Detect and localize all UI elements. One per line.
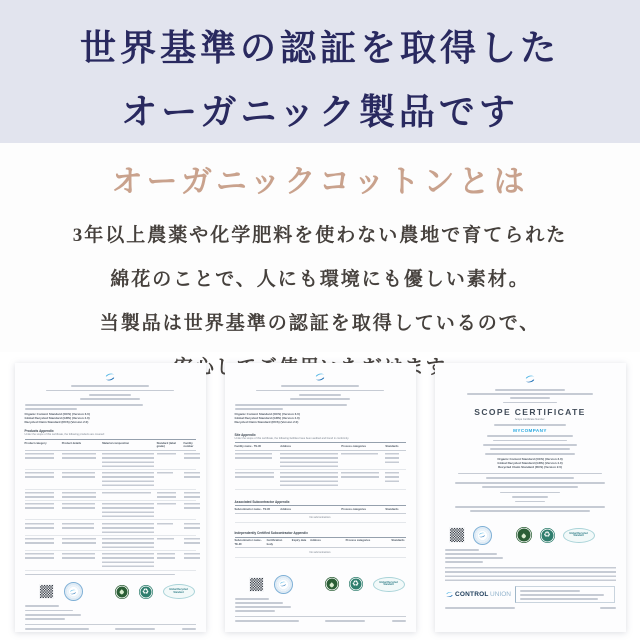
qr-code-icon	[39, 584, 54, 599]
table-row	[25, 501, 196, 520]
column-header: Standards	[385, 444, 399, 448]
statement-line-placeholder	[455, 482, 605, 484]
scope-number-placeholder	[25, 404, 143, 406]
cell-lines	[157, 503, 177, 505]
cell-lines	[157, 453, 176, 455]
cell-lines	[184, 523, 200, 529]
cell-lines	[184, 538, 200, 544]
cell-lines	[102, 453, 153, 467]
table-row	[25, 490, 196, 501]
signature-line-placeholder	[235, 602, 283, 604]
recycled-standard-seal-icon	[139, 585, 153, 599]
leaf-drop-icon	[329, 582, 334, 587]
oval-seal-text: Global Recycled	[569, 531, 588, 535]
column-header: Subcontractor name · TE-ID	[234, 507, 271, 511]
no-subcontractors-note: No subcontractors	[235, 548, 406, 557]
issuer-line-placeholder	[503, 402, 557, 404]
cell-lines	[62, 492, 96, 498]
cell-lines	[25, 523, 54, 529]
column-header: Material composition	[102, 441, 130, 445]
cell-lines	[25, 538, 54, 544]
scope-number-label: Scope Certificate Number:	[514, 418, 546, 422]
column-header: Product category	[24, 441, 47, 445]
recycle-icon: ♻	[351, 579, 360, 589]
scope-number-placeholder	[235, 404, 347, 406]
issue-date-placeholder	[515, 501, 545, 503]
cell-lines	[102, 553, 153, 567]
declaration-line-placeholder	[494, 424, 566, 426]
table-row	[25, 551, 196, 570]
signature-line-placeholder	[25, 610, 73, 612]
cell-lines	[235, 453, 273, 459]
standard-line: Global Recycled Standard (GRS) (Version 4.0)	[24, 415, 90, 420]
issuer-line-placeholder	[281, 385, 359, 387]
standard-line: Recycled Claim Standard (RCS) (Version 2.0)	[498, 464, 562, 469]
products-appendix-note: Under the scope of this certificate, the following products are covered:	[24, 432, 105, 436]
footer-text-placeholder	[325, 620, 365, 622]
signature-line-placeholder	[445, 553, 497, 555]
products-appendix-title: Products Appendix	[24, 428, 54, 433]
intro-body-line: 綿花のことで、人にも環境にも優しい素材。	[110, 269, 530, 290]
footer-page-placeholder	[182, 628, 196, 630]
global-recycled-standard-oval-icon	[163, 584, 195, 599]
company-name-placeholder	[235, 408, 283, 410]
statement-line-placeholder	[486, 477, 574, 479]
company-detail-placeholder	[493, 440, 567, 442]
footer-text-placeholder	[445, 607, 515, 609]
column-header: Facility number	[183, 441, 194, 449]
column-header: Process categories	[345, 539, 371, 543]
footer-text-placeholder	[115, 628, 155, 630]
site-table-header	[235, 442, 406, 451]
column-header: Expiry date	[291, 539, 307, 543]
signature-line-placeholder	[235, 606, 291, 608]
organic-content-standard-seal-icon	[516, 527, 532, 543]
cell-lines	[102, 472, 153, 486]
standard-line: Organic Content Standard (OCS) (Version 3.0)	[234, 411, 300, 416]
cell-lines	[157, 492, 176, 498]
cell-lines	[184, 553, 200, 559]
cell-lines	[25, 453, 54, 459]
cell-lines	[280, 472, 338, 486]
cell-lines	[385, 472, 398, 482]
oval-seal-text: Standard	[173, 590, 184, 594]
cell-lines	[184, 503, 200, 509]
certifier-stamp-icon	[64, 582, 83, 601]
column-header: Subcontractor name · TE-ID	[234, 539, 263, 546]
table-row	[25, 536, 196, 551]
intro-body-line: 当製品は世界基準の認証を取得しているので、	[99, 313, 541, 334]
issuer-line-placeholder	[80, 398, 140, 400]
control-union-logo-icon	[314, 371, 326, 383]
cell-lines	[62, 538, 96, 544]
signature-line-placeholder	[445, 549, 479, 551]
intro-heading: オーガニックコットンとは	[111, 164, 529, 199]
control-union-brand	[445, 590, 512, 599]
column-header: Address	[280, 444, 292, 448]
statement-line-placeholder	[482, 486, 578, 488]
column-header: Process categories	[341, 444, 367, 448]
issuer-line-placeholder	[46, 390, 174, 392]
column-header: Address	[310, 539, 321, 543]
column-header: Address	[280, 507, 292, 511]
marks-row	[25, 582, 196, 601]
page-footer	[235, 616, 406, 622]
leaf-drop-icon	[521, 533, 526, 538]
certificates-row	[0, 352, 640, 640]
page-footer	[445, 605, 616, 609]
legal-paragraph-placeholder	[445, 567, 616, 581]
cell-lines	[157, 472, 174, 474]
independent-subcontractor-title: Independently Certified Subcontractor Appendix	[234, 531, 308, 536]
signature-line-placeholder	[25, 605, 59, 607]
cell-lines	[157, 553, 176, 559]
company-detail-placeholder	[483, 444, 577, 446]
brand-text-light: UNION	[490, 591, 511, 599]
cell-lines	[62, 553, 95, 559]
cell-lines	[280, 453, 338, 467]
cell-lines	[385, 453, 398, 463]
recycled-standard-seal-icon	[349, 577, 363, 591]
cell-lines	[184, 453, 200, 459]
column-header: Facility name · TE-ID	[234, 444, 261, 448]
issuer-line-placeholder	[71, 385, 149, 387]
leaf-drop-icon	[119, 589, 124, 594]
standards-note-placeholder	[470, 510, 590, 512]
signature-block	[235, 598, 406, 612]
standard-line: Organic Content Standard (OCS) (Version 3.0)	[497, 456, 563, 461]
organic-content-standard-seal-icon	[115, 585, 129, 599]
certificate-products-appendix	[15, 363, 206, 632]
column-header: Process categories	[341, 507, 367, 511]
independent-table-header	[235, 537, 406, 549]
table-row	[235, 451, 406, 470]
column-header: Standard (label grade)	[156, 441, 177, 449]
signature-line-placeholder	[235, 610, 275, 612]
cell-lines	[102, 492, 151, 494]
page-footer	[25, 624, 196, 630]
cell-lines	[184, 472, 200, 478]
cell-lines	[25, 472, 54, 478]
cell-lines	[184, 492, 200, 498]
issuer-line-placeholder	[299, 394, 341, 396]
signature-line-placeholder	[445, 561, 483, 563]
banner-title-line1: 世界基準の認証を取得した	[79, 28, 560, 68]
oval-seal-text: Standard	[383, 583, 394, 587]
cell-lines	[25, 503, 54, 509]
global-recycled-standard-oval-icon	[563, 528, 595, 543]
issuer-line-placeholder	[290, 398, 350, 400]
recycled-standard-seal-icon	[540, 528, 555, 543]
organic-content-standard-seal-icon	[325, 577, 339, 591]
cell-lines	[62, 523, 94, 529]
signature-block	[445, 549, 616, 563]
column-header: Standards	[391, 539, 405, 543]
issuer-line-placeholder	[256, 390, 384, 392]
site-appendix-title: Site Appendix	[234, 432, 256, 437]
signature-line-placeholder	[25, 614, 81, 616]
qr-code-icon	[449, 527, 465, 543]
standard-line: Organic Content Standard (OCS) (Version 3.0)	[24, 411, 90, 416]
statement-line-placeholder	[500, 492, 560, 494]
table-footnote-placeholder	[25, 574, 175, 576]
standard-line: Recycled Claim Standard (RCS) (Version 2.0)	[24, 419, 89, 424]
cell-lines	[25, 553, 54, 559]
marks-row	[445, 526, 616, 545]
recycle-icon: ♻	[543, 530, 551, 540]
associated-subcontractor-title: Associated Subcontractor Appendix	[234, 499, 290, 504]
cell-lines	[157, 523, 173, 525]
standards-note-placeholder	[455, 506, 605, 508]
statement-line-placeholder	[512, 496, 548, 498]
table-row	[25, 451, 196, 470]
footer-page-placeholder	[600, 607, 616, 609]
audit-statement-placeholder	[485, 453, 575, 455]
cell-lines	[62, 472, 95, 478]
certifier-stamp-icon	[274, 575, 293, 594]
contact-line-placeholder	[520, 594, 604, 596]
site-appendix-note: Under the scope of this certificate, the following facilities have been audited and found in conformity.	[234, 436, 350, 440]
qr-code-icon	[249, 577, 264, 592]
cell-lines	[102, 538, 153, 548]
control-union-logo-icon	[524, 373, 536, 385]
column-header: Certification body	[266, 539, 283, 546]
certificate-scope-main	[435, 363, 626, 632]
footer-text-placeholder	[235, 620, 299, 622]
standard-line: Global Recycled Standard (GRS) (Version 4.0)	[497, 460, 563, 465]
signature-line-placeholder	[445, 557, 503, 559]
global-recycled-standard-oval-icon	[373, 577, 405, 592]
products-table-header	[25, 439, 196, 451]
signature-line-placeholder	[235, 598, 269, 600]
company-detail-placeholder	[487, 435, 573, 437]
company-detail-placeholder	[490, 448, 570, 450]
cell-lines	[235, 472, 274, 478]
brand-text-bold: CONTROL	[455, 591, 489, 599]
cell-lines	[102, 523, 153, 533]
cell-lines	[102, 503, 153, 517]
issuer-line-placeholder	[495, 389, 565, 391]
contact-line-placeholder	[520, 590, 580, 592]
cell-lines	[341, 453, 378, 455]
oval-seal-text: Global Recycled	[169, 588, 188, 592]
certificate-site-appendix	[225, 363, 416, 632]
oval-seal-text: Standard	[573, 534, 584, 538]
standard-line: Global Recycled Standard (GRS) (Version 4.0)	[234, 415, 300, 420]
scope-certificate-title: SCOPE CERTIFICATE	[474, 407, 586, 418]
certified-company-name: MYCOMPANY	[513, 427, 547, 433]
column-header: Product details	[61, 441, 82, 445]
column-header: Standards	[385, 507, 399, 511]
contact-line-placeholder	[520, 598, 598, 600]
banner	[0, 0, 640, 143]
company-name-placeholder	[25, 408, 77, 410]
footer-text-placeholder	[25, 628, 89, 630]
contact-box	[515, 586, 615, 603]
control-union-footer	[445, 586, 616, 603]
cell-lines	[341, 472, 379, 478]
cell-lines	[62, 453, 96, 459]
issuer-line-placeholder	[89, 394, 131, 396]
cell-lines	[62, 503, 95, 509]
associated-table-header	[235, 505, 406, 514]
signature-block	[25, 605, 196, 619]
statement-line-placeholder	[458, 473, 602, 475]
intro-body-line: 3年以上農薬や化学肥料を使わない農地で育てられた	[72, 225, 568, 246]
table-row	[25, 470, 196, 489]
issuer-line-placeholder	[467, 393, 593, 395]
no-subcontractors-note: No subcontractors	[235, 514, 406, 523]
signature-line-placeholder	[25, 618, 65, 620]
table-row	[235, 470, 406, 489]
oval-seal-text: Global Recycled	[379, 580, 398, 584]
cell-lines	[157, 538, 175, 540]
certifier-stamp-icon	[473, 526, 492, 545]
marks-row	[235, 575, 406, 594]
cell-lines	[25, 492, 54, 498]
banner-title-line2: オーガニック製品です	[121, 92, 519, 132]
control-union-logo-icon	[104, 371, 116, 383]
standard-line: Recycled Claim Standard (RCS) (Version 2.0)	[234, 419, 299, 424]
issuer-line-placeholder	[510, 397, 550, 399]
intro-section	[0, 143, 640, 352]
table-row	[25, 520, 196, 535]
footer-page-placeholder	[392, 620, 406, 622]
recycle-icon: ♻	[141, 586, 150, 596]
